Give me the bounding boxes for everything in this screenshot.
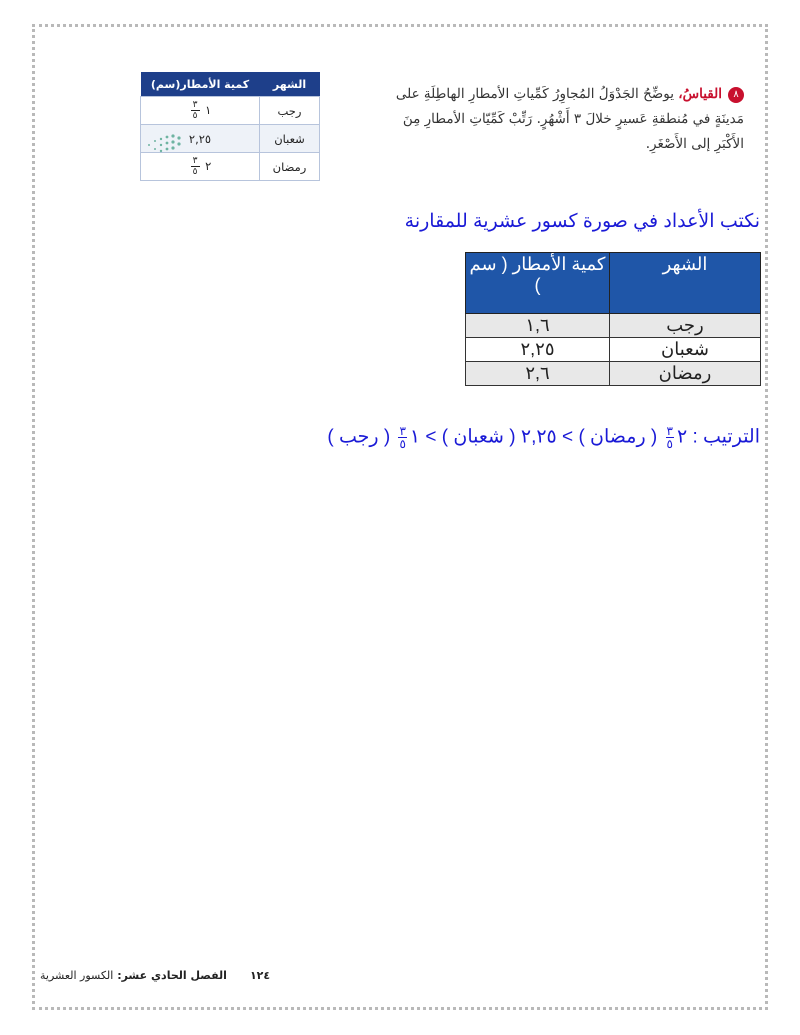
decimal-value: ٢,٢٥ (520, 426, 557, 448)
table-row (141, 97, 320, 125)
whole-part: ١ (409, 426, 421, 448)
rainfall-cell (141, 97, 260, 125)
month-cell: رمضان (610, 362, 761, 386)
order-label: الترتيب : (692, 426, 760, 448)
small-table-header-month: الشهر (260, 72, 320, 97)
numerator: ٣ (192, 100, 198, 110)
rainfall-decimal-table (465, 252, 761, 386)
problem-statement (324, 82, 744, 157)
month-cell: شعبان (260, 125, 320, 153)
denominator: ٥ (192, 167, 198, 177)
rainfall-cell: ٢,٢٥ (141, 125, 260, 153)
month-cell: شعبان (610, 338, 761, 362)
watermark-stamp (143, 131, 208, 161)
denominator: ٥ (399, 437, 406, 451)
whole-part: ٢ (205, 159, 212, 173)
chapter-label: الفصل الحادي عشر: (117, 969, 227, 982)
table-row (466, 314, 761, 338)
decimal-table-header-month: الشهر (610, 253, 761, 314)
rainfall-cell: ٢,٢٥ (466, 338, 610, 362)
month-cell: رجب (260, 97, 320, 125)
numerator: ٣ (192, 156, 198, 166)
month-rajab: ( رجب ) (327, 426, 391, 448)
dots-stamp-icon (143, 131, 203, 159)
month-shaaban: ( شعبان ) (441, 426, 516, 448)
month-cell: رمضان (260, 153, 320, 181)
month-ramadan: ( رمضان ) (578, 426, 658, 448)
rainfall-fraction-table (140, 72, 320, 181)
problem-line-2: مَدينَةٍ في مُنطقةِ عَسيرٍ خلالَ ٣ أَشْهُرٍ. رَتِّبْ كَمِّيّاتِ الأمطارِ مِنَ (402, 111, 744, 127)
comparison-symbol: > (425, 426, 437, 448)
whole-part: ١ (205, 103, 212, 117)
numerator: ٣ (666, 424, 673, 438)
page-number: ١٢٤ (249, 969, 271, 982)
whole-part: ٢ (676, 426, 688, 448)
fraction (398, 425, 406, 450)
table-row (466, 338, 761, 362)
comparison-heading: نكتب الأعداد في صورة كسور عشرية للمقارنة (404, 211, 760, 232)
problem-keyword: القياسُ، (678, 86, 722, 102)
page-footer (40, 969, 360, 982)
table-row (466, 362, 761, 386)
small-table-header-rainfall: كمية الأمطار(سم) (141, 72, 260, 97)
numerator: ٣ (399, 424, 406, 438)
rainfall-cell: ١,٦ (466, 314, 610, 338)
problem-number: ٨ (728, 87, 744, 103)
ordering-answer (327, 425, 760, 450)
problem-line-3: الأَكْبَرِ إلى الأَصْغَرِ. (645, 136, 744, 152)
fraction (666, 425, 674, 450)
chapter-topic: الكسور العشرية (40, 969, 114, 982)
denominator: ٥ (192, 111, 198, 121)
month-cell: رجب (610, 314, 761, 338)
denominator: ٥ (666, 437, 673, 451)
rainfall-cell: ٢,٦ (466, 362, 610, 386)
problem-line-1: يوضِّحُ الجَدْوَلُ المُجاوِرُ كَمِّياتِ الأمطارِ الهاطِلَةِ على (395, 86, 674, 102)
comparison-symbol: > (562, 426, 574, 448)
fraction (191, 100, 200, 121)
decimal-table-header-rainfall: كمية الأمطار ( سم ) (466, 253, 610, 314)
